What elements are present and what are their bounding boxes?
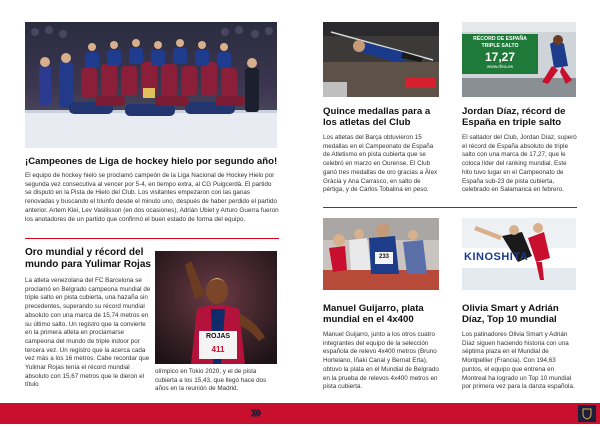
- olivia-title: Olivia Smart y Adrián Díaz, Top 10 mundial: [462, 303, 559, 325]
- yulimar-body-right: olímpico en Tokio 2020, y el de pista cubierta a los 15,43, que llegó hace dos años en la reunión de Madrid.: [155, 368, 267, 393]
- ice-dance-photo: [462, 218, 576, 290]
- yulimar-bib-name: ROJAS: [205, 333, 231, 340]
- divider-rule-right: [323, 207, 577, 208]
- footer-bar: [0, 403, 600, 424]
- yulimar-title: Oro mundial y récord del mundo para Yulimar Rojas: [25, 247, 151, 270]
- divider-rule: [25, 238, 279, 239]
- hockey-body: El equipo de hockey hielo se proclamó campeón de la Liga Nacional de Hockey Hielo por segunda vez consecutiva al vencer por 5-4, en tiempo extra, al CG Puigcerdà. El partido se disputó en la Pista de Hielo del Club. Los visitantes empezaron con las ganas renovadas y buscando el triunfo desde el minuto uno, después de haber perdido el partido anterior. Artem Klei, Lev Vasilisson (en dos ocasiones), Adrián Ubiet y Arturo Guerra fueron los anotadores de un partido que confirmó el buen estado de forma del equipo.: [25, 172, 279, 223]
- hockey-team-photo: [25, 22, 277, 148]
- olivia-body: Los patinadores Olivia Smart y Adrián Díaz siguen haciendo historia con una séptima plaza en el Mundial de Montpellier (Francia). Con 194,63 puntos, el equipo que entrena en Montreal ha logrado un Top 10 mundial por primera vez para la danza española.: [462, 331, 575, 391]
- guijarro-title: Manuel Guijarro, plata mundial en el 4x400: [323, 303, 424, 325]
- board-line1: RÉCORD DE ESPAÑA: [473, 36, 527, 42]
- relay-bib-number: 233: [378, 254, 389, 260]
- medallas-title: Quince medallas para a los atletas del Club: [323, 106, 431, 128]
- jordan-title: Jordan Díaz, récord de España en triple salto: [462, 106, 566, 128]
- jordan-record-photo: [462, 22, 576, 97]
- hockey-title: ¡Campeones de Liga de hockey hielo por segundo año!: [25, 156, 278, 167]
- jordan-body: El saltador del Club, Jordan Díaz, superó el récord de España absoluto de triple salto con una marca de 17,27, que le coloca líder del ranking mundial. Este hito tuvo lugar en el Campeonato de España sub-23 de pista cubierta, celebrado en Salamanca en febrero.: [462, 134, 577, 194]
- yulimar-bib-number: 411: [211, 345, 225, 354]
- board-line2: TRIPLE SALTO: [481, 43, 519, 49]
- yulimar-body-left: La atleta venezolana del FC Barcelona se proclamó en Belgrado campeona mundial de triple salto en pista cubierta, una hazaña sin precedentes, superando su récord mundial absoluto con una marca de 15,74 metros en su último salto. Un registro que la convierte en la primera atleta en proclamarse campeona del mundo de triple indoor por tercera vez. Un registro que la acerca cada vez más a los 16 metros. Cabe recordar que Yulimar Rojas tenía el récord mundial absoluto con 15,67 metros que le dieron el título: [25, 277, 151, 389]
- medallas-body: Los atletas del Barça obtuvieron 15 medallas en el Campeonato de España de Atletismo en pista cubierta que se celebró en marzo en Ourense. El Club ganó tres medallas de oro gracias a Àlex Gràcia y Ana Carrasco, en salto de pértiga, y de Carlos Tobalina en peso.: [323, 134, 438, 194]
- club-crest-icon: [578, 405, 596, 422]
- guijarro-body: Manuel Guijarro, junto a los otros cuatro integrantes del equipo de la selección española de relevo 4x400 metros (Bruno Hortelano, Iñaki Canal y Bernat Erta), obtuvo la plata en el Mundial de Belgrado en la prueba de relevos 4x400 metros en pista cubierta.: [323, 331, 439, 391]
- pole-vault-photo: [323, 22, 439, 97]
- board-value: 17,27: [484, 50, 516, 64]
- relay-photo: [323, 218, 439, 290]
- board-site: www.rfea.es: [486, 65, 514, 70]
- yulimar-photo: [155, 251, 277, 364]
- rink-board-text: KINOSHITA: [464, 251, 529, 263]
- next-page-arrows[interactable]: ›››: [250, 402, 259, 422]
